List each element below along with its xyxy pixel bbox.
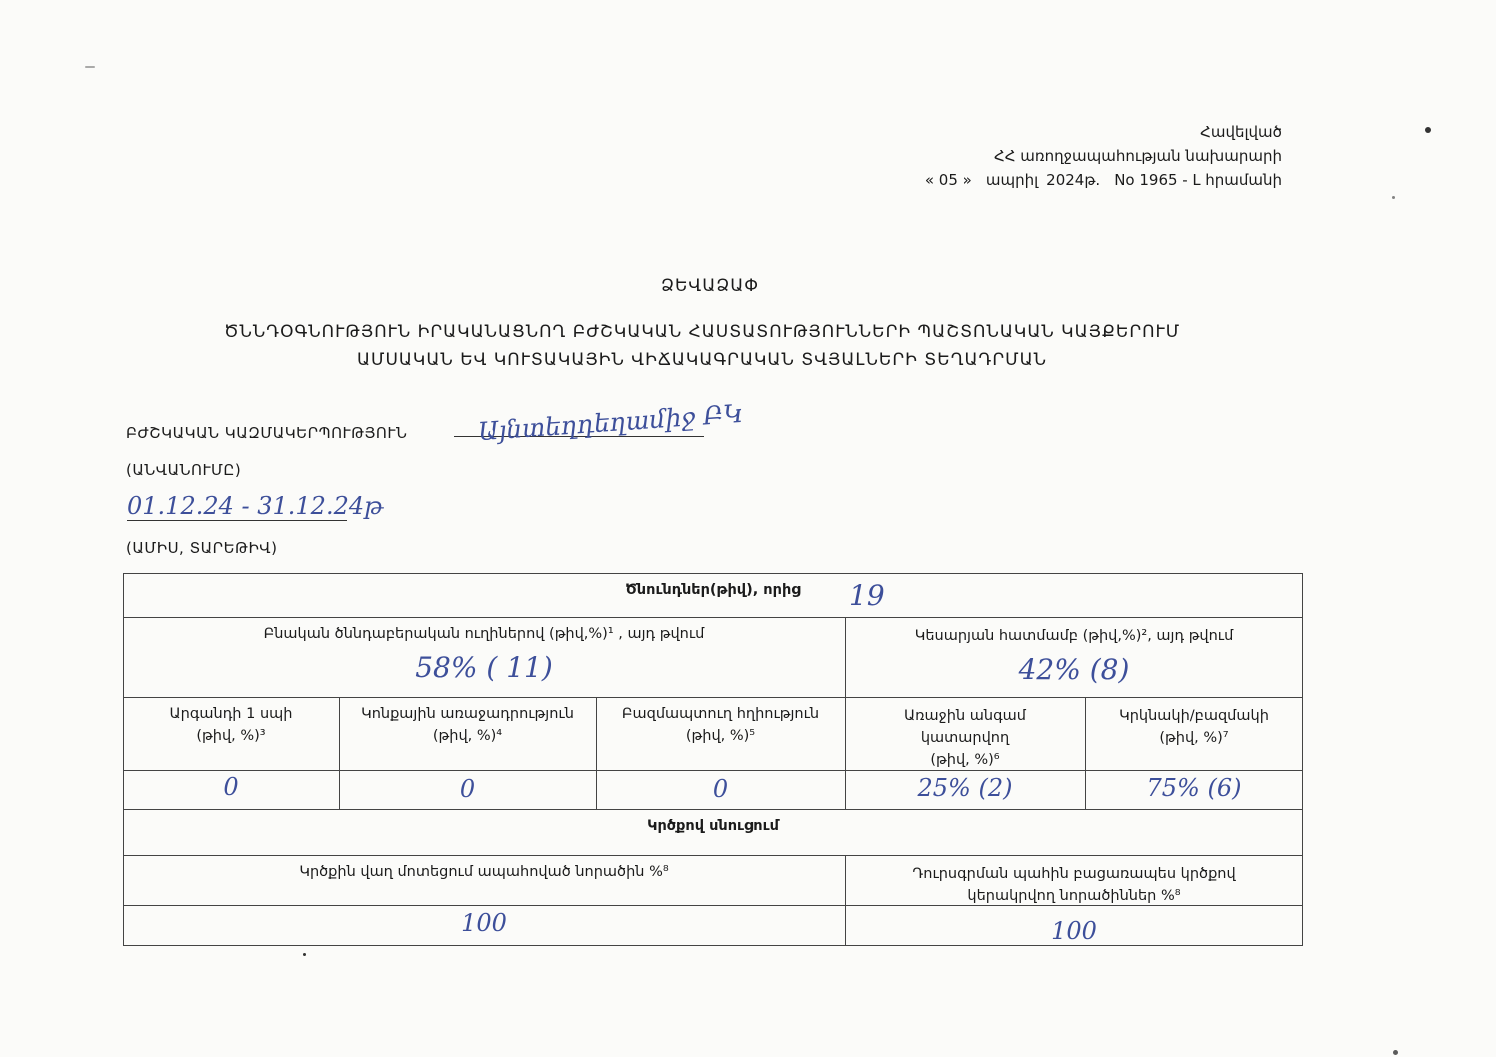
early-breastfeeding-value: 100	[461, 909, 507, 937]
document-subtitle	[0, 318, 1404, 374]
subheader-multiple-pregnancy-unit: (թիվ, %)⁵	[685, 728, 756, 744]
births-header: Ծնունդներ(թիվ), որից	[625, 582, 801, 598]
approval-day: « 05 »	[924, 171, 972, 189]
subheader-multiple-pregnancy-label: Բազմապտուղ հղիություն	[621, 706, 820, 722]
subheader-repeat-cesarean	[1085, 705, 1303, 749]
value-repeat-cesarean: 75% (6)	[1146, 774, 1242, 802]
subheader-multiple-pregnancy	[596, 703, 845, 747]
natural-births-value: 58% ( 11)	[415, 651, 553, 684]
table-rule	[123, 770, 1303, 771]
table-border-bottom	[123, 945, 1303, 946]
document-title: ՁԵՎԱՁԱՓ	[660, 276, 760, 296]
period-underline	[127, 520, 347, 521]
subheader-breech-label: Կոնքային առաջադրություն	[361, 706, 574, 722]
table-rule	[123, 809, 1303, 810]
organization-label: ԲԺՇԿԱԿԱՆ ԿԱԶՄԱԿԵՐՊՈՒԹՅՈՒՆ	[126, 424, 408, 442]
breastfeeding-header: Կրծքով սնուցում	[647, 818, 779, 834]
exclusive-breastfeeding-header-line-2: կերակրվող նորածիններ %⁸	[967, 888, 1181, 904]
subheader-breech	[339, 703, 596, 747]
subheader-uterine-scar	[123, 703, 339, 747]
organization-value: Այնտեղդեղամիջ ԲԿ	[477, 398, 745, 447]
cesarean-header: Կեսարյան հատմամբ (թիվ,%)², այդ թվում	[914, 628, 1234, 644]
births-value: 19	[849, 579, 885, 612]
subheader-uterine-scar-label: Արգանդի 1 սպի	[169, 706, 293, 722]
statistics-table	[123, 573, 1303, 948]
value-multiple-pregnancy: 0	[712, 775, 729, 803]
approval-month: ապրիլ	[985, 171, 1039, 189]
exclusive-breastfeeding-header	[845, 863, 1303, 907]
subtitle-line-1: ԾՆՆԴՕԳՆՈՒԹՅՈՒՆ ԻՐԱԿԱՆԱՑՆՈՂ ԲԺՇԿԱԿԱՆ ՀԱՍՏԱՏՈՒԹՅՈՒՆՆԵՐԻ ՊԱՇՏՈՆԱԿԱՆ ԿԱՅՔԵՐՈՒՄ	[223, 322, 1181, 342]
organization-name-caption: (ԱՆՎԱՆՈՒՄԸ)	[126, 461, 242, 479]
scan-speck	[1425, 127, 1431, 133]
exclusive-breastfeeding-header-line-1: Դուրսգրման պահին բացառապես կրծքով	[912, 866, 1236, 882]
approval-order-number: No 1965 - Լ հրամանի	[1114, 171, 1282, 189]
scan-speck	[85, 66, 95, 68]
scan-speck	[1393, 1050, 1398, 1055]
period-value: 01.12.24 - 31.12.24թ	[127, 492, 384, 520]
value-breech: 0	[459, 775, 476, 803]
early-breastfeeding-header: Կրծքին վաղ մոտեցում ապահոված նորածին %⁸	[299, 864, 669, 880]
subheader-first-cesarean-label-2: կատարվող	[920, 730, 1010, 746]
natural-births-header: Բնական ծննդաբերական ուղիներով (թիվ,%)¹ , այդ թվում	[263, 626, 705, 642]
approval-year: 2024թ.	[1046, 171, 1101, 189]
approval-line-2: ՀՀ առողջապահության նախարարի	[994, 147, 1282, 165]
approval-line-3	[925, 168, 1282, 192]
subheader-first-cesarean-unit: (թիվ, %)⁶	[930, 752, 1000, 768]
subheader-first-cesarean	[845, 705, 1085, 771]
approval-line-1: Հավելված	[1200, 123, 1282, 141]
subheader-first-cesarean-label: Առաջին անգամ	[904, 708, 1026, 724]
subheader-breech-unit: (թիվ, %)⁴	[432, 728, 503, 744]
subheader-repeat-cesarean-unit: (թիվ, %)⁷	[1159, 730, 1229, 746]
exclusive-breastfeeding-value: 100	[1051, 917, 1097, 945]
table-rule	[123, 617, 1303, 618]
period-caption: (ԱՄԻՍ, ՏԱՐԵԹԻՎ)	[126, 539, 278, 557]
value-first-cesarean: 25% (2)	[917, 774, 1013, 802]
subheader-repeat-cesarean-label: Կրկնակի/բազմակի	[1119, 708, 1269, 724]
scan-speck	[1392, 196, 1395, 199]
approval-block	[925, 120, 1282, 192]
table-rule	[123, 697, 1303, 698]
table-rule	[123, 855, 1303, 856]
scan-speck	[303, 953, 306, 956]
subtitle-line-2: ԱՄՍԱԿԱՆ ԵՎ ԿՈՒՏԱԿԱՅԻՆ ՎԻՃԱԿԱԳՐԱԿԱՆ ՏՎՅԱԼՆԵՐԻ ՏԵՂԱԴՐՄԱՆ	[356, 350, 1048, 370]
table-border-top	[123, 573, 1303, 574]
cesarean-value: 42% (8)	[1018, 653, 1130, 686]
subheader-uterine-scar-unit: (թիվ, %)³	[196, 728, 266, 744]
value-uterine-scar: 0	[223, 773, 239, 801]
